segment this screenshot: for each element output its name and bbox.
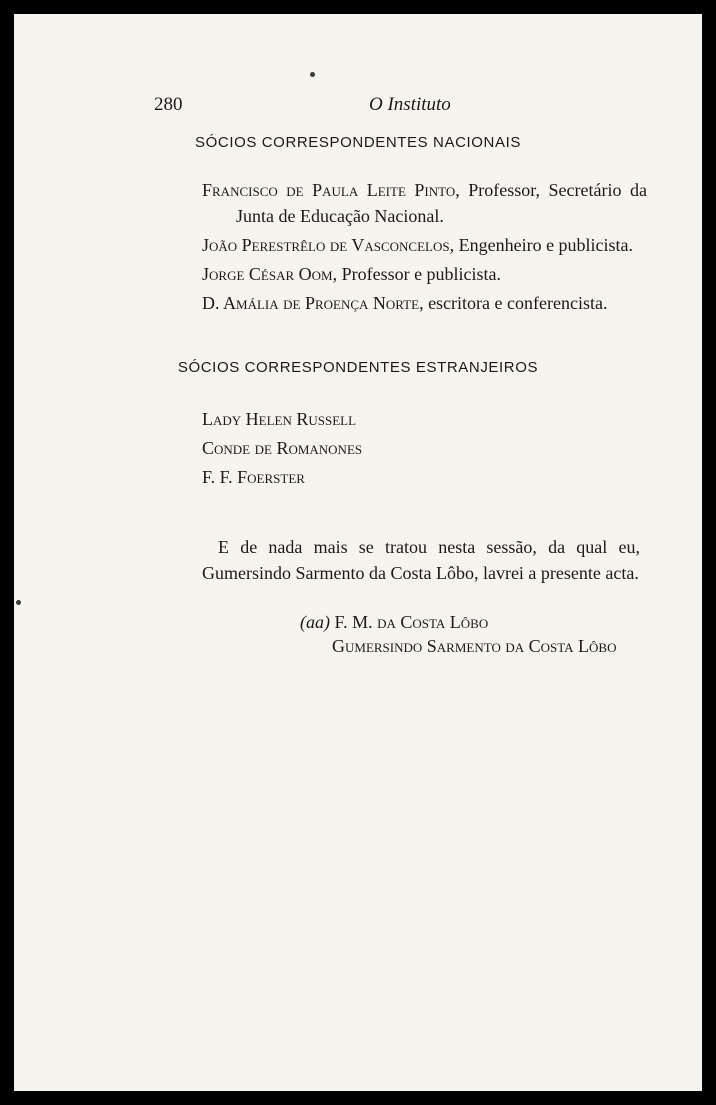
member-name: Lady Helen Russell <box>202 409 357 429</box>
signature-prefix: (aa) <box>300 612 330 632</box>
member-description: , Professor, Secretário da Junta de Educação Nacional. <box>236 180 647 226</box>
member-entry <box>202 464 647 490</box>
signature-line-2 <box>332 636 616 657</box>
section-title-nacionais: SÓCIOS CORRESPONDENTES NACIONAIS <box>195 134 521 151</box>
member-entry <box>202 435 647 461</box>
signature-second: Gumersindo Sarmento da Costa Lôbo <box>332 636 617 656</box>
members-list-nacionais <box>202 177 647 319</box>
member-entry <box>202 406 647 432</box>
member-name: João Perestrêlo de Vasconcelos <box>202 235 450 255</box>
signature-first: F. M. da Costa Lôbo <box>334 612 489 632</box>
closing-text: E de nada mais se tratou nesta sessão, da qual eu, Gumersindo Sarmento da Costa Lôbo, lavrei a presente acta. <box>202 537 640 583</box>
member-name: Jorge César Oom <box>202 264 333 284</box>
member-entry <box>202 232 647 258</box>
member-name: F. F. Foerster <box>202 467 305 487</box>
speck-mark <box>310 72 315 77</box>
member-description: , Professor e publicista. <box>332 264 502 284</box>
journal-title: O Instituto <box>369 94 451 115</box>
signature-line-1 <box>300 612 488 633</box>
member-description: , escritora e conferencista. <box>419 293 608 313</box>
member-name: D. Amália de Proença Norte <box>202 293 420 313</box>
member-description: , Engenheiro e publicista. <box>449 235 634 255</box>
member-name: Francisco de Paula Leite Pinto <box>202 180 456 200</box>
closing-paragraph <box>202 534 640 586</box>
margin-speck-mark <box>16 600 21 605</box>
document-page <box>14 14 702 1091</box>
page-number: 280 <box>154 94 183 115</box>
member-entry <box>202 290 647 316</box>
member-entry <box>202 177 647 229</box>
members-list-estrangeiros <box>202 406 647 493</box>
section-title-estrangeiros: SÓCIOS CORRESPONDENTES ESTRANJEIROS <box>177 359 539 376</box>
member-entry <box>202 261 647 287</box>
member-name: Conde de Romanones <box>202 438 363 458</box>
